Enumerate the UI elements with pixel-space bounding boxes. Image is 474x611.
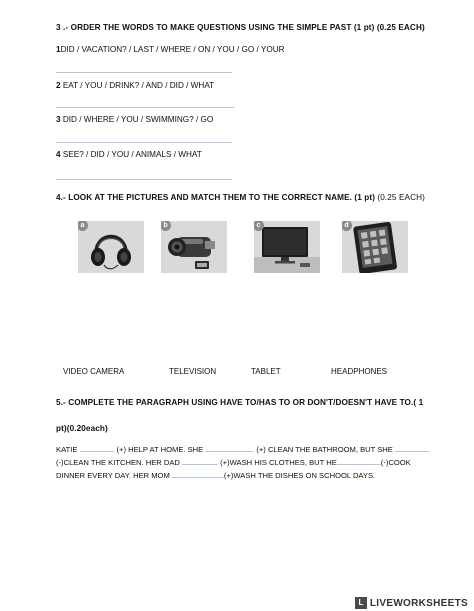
picture-d[interactable] [342, 221, 408, 273]
paragraph-1-part-c: (+) CLEAN THE BATHROOM, BUT SHE [256, 445, 395, 454]
question-4-text: SEE? / DID / YOU / ANIMALS / WHAT [60, 150, 202, 159]
paragraph-line-1 [56, 443, 429, 456]
question-1-number: 1 [56, 45, 61, 54]
tablet-icon [342, 221, 408, 273]
paragraph-3-part-a: DINNER EVERY DAY. HER MOM [56, 471, 172, 480]
paragraph-2-part-b: (+)WASH HIS CLOTHES, BUT HE [218, 458, 337, 467]
television-icon [254, 221, 320, 273]
answer-line-4[interactable] [56, 179, 232, 180]
picture-c-badge: c [254, 221, 264, 231]
liveworksheets-logo [355, 597, 468, 609]
picture-b-badge: b [161, 221, 171, 231]
picture-a-badge: a [78, 221, 88, 231]
picture-c[interactable] [254, 221, 320, 273]
answer-line-3[interactable] [56, 142, 232, 143]
word-video-camera[interactable]: VIDEO CAMERA [63, 367, 125, 376]
picture-d-badge: d [342, 221, 352, 231]
section-5-title: 5.- COMPLETE THE PARAGRAPH USING HAVE TO/HAS TO OR DON'T/DOESN'T HAVE TO.( 1 [56, 398, 424, 407]
word-headphones[interactable]: HEADPHONES [331, 367, 388, 376]
video-camera-icon [161, 221, 227, 273]
section-4-title-bold: 4.- LOOK AT THE PICTURES AND MATCH THEM TO THE CORRECT NAME. (1 pt) [56, 193, 376, 202]
section-4-title-points: (0.25 EACH) [375, 193, 425, 202]
paragraph-2-part-a: (-)CLEAN THE KITCHEN. HER DAD [56, 458, 183, 467]
picture-a[interactable] [78, 221, 144, 273]
logo-mark-icon: L [355, 597, 367, 609]
section-3-title: 3 .- ORDER THE WORDS TO MAKE QUESTIONS USING THE SIMPLE PAST (1 pt) (0.25 EACH) [56, 23, 425, 32]
paragraph-line-3 [56, 469, 375, 482]
logo-text: LIVEWORKSHEETS [369, 597, 468, 609]
paragraph-1-part-a: KATIE [56, 445, 80, 454]
question-4 [56, 150, 202, 159]
paragraph-2-part-c: (-)COOK [380, 458, 411, 467]
paragraph-line-2 [56, 456, 411, 469]
question-1-text: DID / VACATION? / LAST / WHERE / ON / YOU / GO / YOUR [60, 45, 285, 54]
blank-2[interactable] [205, 443, 253, 452]
blank-6[interactable] [172, 469, 224, 478]
question-4-number: 4 [56, 150, 61, 159]
answer-line-2[interactable] [56, 107, 234, 108]
question-2-number: 2 [56, 81, 61, 90]
question-3-number: 3 [56, 115, 61, 124]
blank-1[interactable] [80, 443, 114, 452]
section-4-title [56, 193, 425, 202]
question-3-text: DID / WHERE / YOU / SWIMMING? / GO [60, 115, 214, 124]
blank-3[interactable] [395, 443, 429, 452]
question-2-text: EAT / YOU / DRINK? / AND / DID / WHAT [60, 81, 215, 90]
headphones-icon [78, 221, 144, 273]
paragraph-1-part-b: (+) HELP AT HOME. SHE [116, 445, 206, 454]
section-5-points: pt)(0.20each) [56, 424, 108, 433]
word-television[interactable]: TELEVISION [169, 367, 217, 376]
question-3 [56, 115, 213, 124]
question-2 [56, 81, 214, 90]
blank-4[interactable] [182, 456, 218, 465]
question-1 [56, 45, 285, 54]
paragraph-3-part-b: (+)WASH THE DISHES ON SCHOOL DAYS. [223, 471, 376, 480]
word-tablet[interactable]: TABLET [251, 367, 281, 376]
blank-5[interactable] [337, 456, 381, 465]
answer-line-1[interactable] [56, 72, 232, 73]
picture-b[interactable] [161, 221, 227, 273]
